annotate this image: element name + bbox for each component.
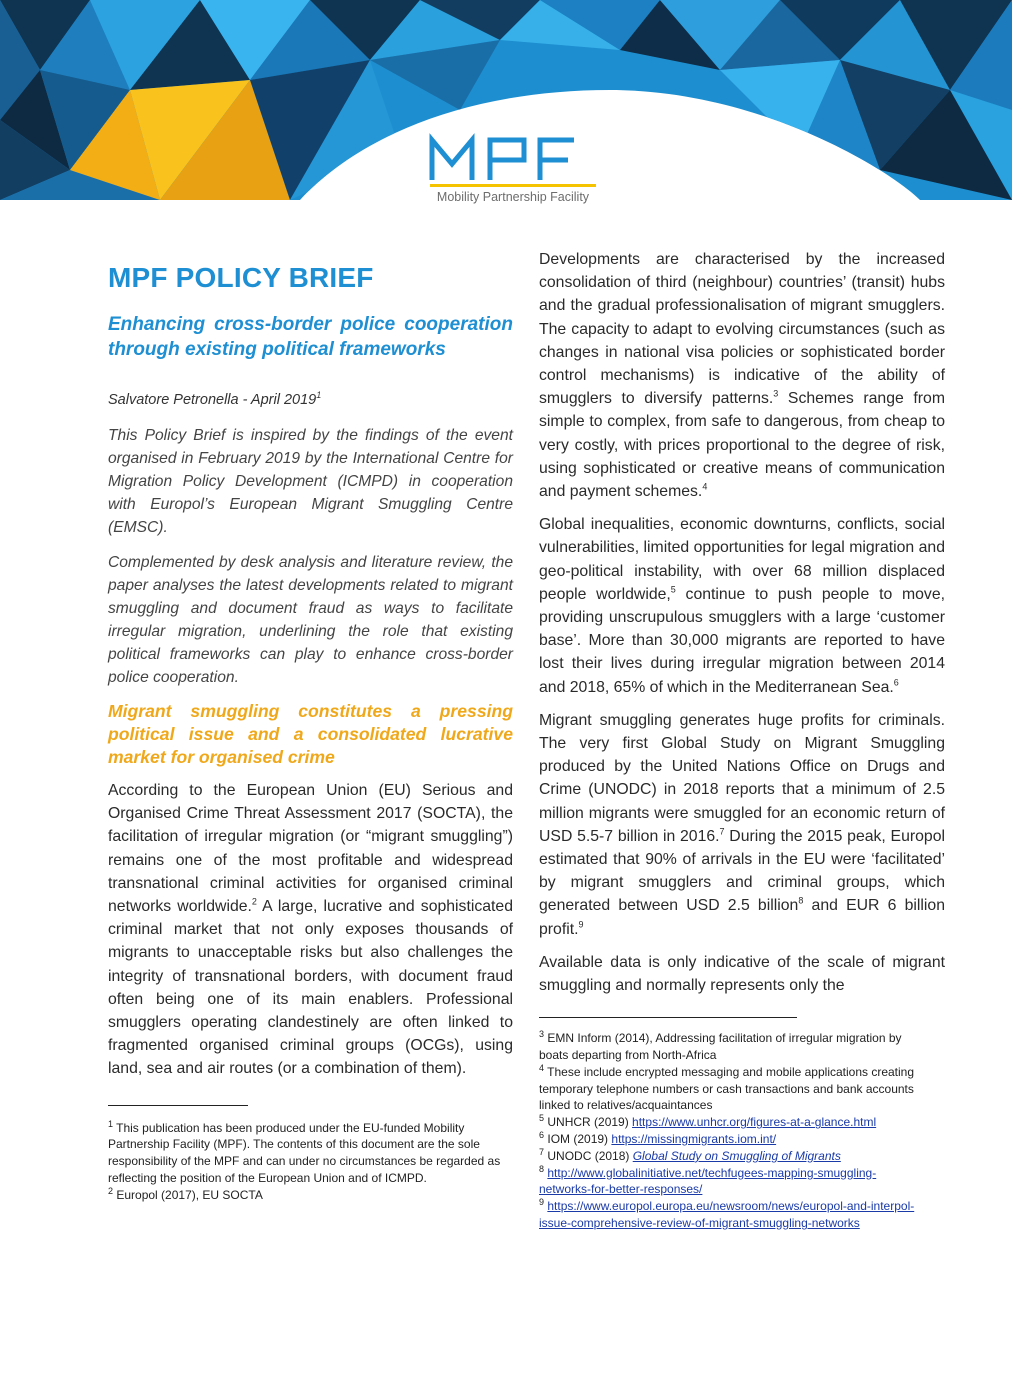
footnote-number: 6 xyxy=(539,1130,545,1141)
footnote xyxy=(539,1165,924,1199)
footnote xyxy=(539,1030,924,1064)
body-text: According to the European Union (EU) Serious and Organised Crime Threat Assessment 2017 (SOCTA), the facilitation of irregular migration (or “migrant smuggling”) remains one of the most profitable and widespread transnational criminal activities for organised criminal networks worldwide. xyxy=(108,782,513,916)
footnote-link[interactable]: https://www.unhcr.org/figures-at-a-glance.html xyxy=(632,1115,877,1130)
footnote-ref[interactable]: 4 xyxy=(702,481,708,492)
body-text: A large, lucrative and sophisticated criminal market that not only exposes thousands of migrants to unacceptable risks but also challenges the integrity of transnational borders, with document fraud often being one of its main enablers. Professional smugglers operating clandestinely are often linked to fragmented organised criminal groups (OCGs), using land, sea and air routes (or a combination of them). xyxy=(108,898,513,1078)
footnote-number: 8 xyxy=(539,1163,545,1174)
footnote-text: UNHCR (2019) xyxy=(547,1115,633,1130)
footnote xyxy=(539,1131,924,1148)
footnote-text: These include encrypted messaging and mobile applications creating temporary telephone numbers or cash transactions and bank accounts linked to relatives/acquaintances xyxy=(539,1064,915,1113)
footnote-text: UNODC (2018) xyxy=(547,1148,633,1163)
footnote-number: 4 xyxy=(539,1062,545,1073)
right-column xyxy=(539,248,945,1232)
footnote-link[interactable]: https://www.europol.europa.eu/newsroom/news/europol-and-interpol-issue-comprehensive-review-of-migrant-smuggling-networks xyxy=(539,1199,915,1231)
footnotes xyxy=(108,1120,513,1204)
footnote-link[interactable]: https://missingmigrants.iom.int/ xyxy=(611,1132,777,1147)
footnote-ref[interactable]: 3 xyxy=(773,388,779,399)
footnote xyxy=(539,1064,924,1114)
footnotes xyxy=(539,1030,924,1232)
footnote-divider xyxy=(108,1105,248,1106)
footnote-divider xyxy=(539,1017,797,1018)
intro-paragraph: This Policy Brief is inspired by the findings of the event organised in February 2019 by the International Centre for Migration Policy Development (ICMPD) in cooperation with Europol’s European Migrant Smuggling Centre (EMSC). xyxy=(108,427,513,536)
footnote-text: This publication has been produced under the EU-funded Mobility Partnership Facility (MPF). The contents of this document are the sole responsibility of the MPF and can under no circumstances be regarded as reflecting the position of the European Union and of ICMPD. xyxy=(108,1120,501,1186)
footnote-ref[interactable]: 6 xyxy=(893,677,899,688)
footnote-link[interactable]: Global Study on Smuggling of Migrants xyxy=(632,1148,841,1163)
body-paragraph: Available data is only indicative of the scale of migrant smuggling and normally represents only the xyxy=(539,953,945,995)
footnote-ref[interactable]: 8 xyxy=(798,896,804,907)
author-line xyxy=(108,392,513,408)
footnote-number: 9 xyxy=(539,1197,545,1208)
footnote-text: Europol (2017), EU SOCTA xyxy=(116,1187,263,1202)
body-paragraph xyxy=(539,709,945,941)
footnote xyxy=(108,1187,513,1204)
body-text: Migrant smuggling generates huge profits for criminals. The very first Global Study on Migrant Smuggling produced by the United Nations Office on Drugs and Crime (UNODC) in 2018 reports that a minimum of 2.5 million migrants were smuggled for an economic return of USD 5.5-7 billion in 2016. xyxy=(539,711,945,845)
footnote-ref[interactable]: 9 xyxy=(578,919,584,930)
left-column xyxy=(108,262,513,1204)
footnote xyxy=(539,1148,924,1165)
body-text: Developments are characterised by the increased consolidation of third (neighbour) countries’ (transit) hubs and the gradual professionalisation of migrant smugglers. The capacity to adapt to evolving circumstances (such as changes in national visa policies or sophisticated border control mechanisms) is indicative of the ability of smugglers to diversify patterns. xyxy=(539,251,945,408)
footnote-number: 3 xyxy=(539,1029,545,1040)
footnote xyxy=(108,1120,513,1187)
body-text: continue to push people to move, providing unscrupulous smugglers with a large ‘customer base’. More than 30,000 migrants are reported to have lost their lives during irregular migration between 2014 and 2018, 65% of which in the Mediterranean Sea. xyxy=(539,585,945,696)
footnote-link[interactable]: http://www.globalinitiative.net/techfugees-mapping-smuggling-networks-for-better-responses/ xyxy=(539,1165,877,1197)
footnote-number: 1 xyxy=(108,1118,114,1129)
body-paragraph xyxy=(539,248,945,503)
footnote-number: 2 xyxy=(108,1185,114,1196)
intro-paragraph: Complemented by desk analysis and literature review, the paper analyses the latest developments related to migrant smuggling and document fraud as ways to facilitate irregular migration, underlining the role that existing political frameworks can play to enhance cross-border police cooperation. xyxy=(108,554,513,686)
logo-subtitle: Mobility Partnership Facility xyxy=(436,190,590,204)
footnote-text: EMN Inform (2014), Addressing facilitation of irregular migration by boats departing from North-Africa xyxy=(539,1031,902,1063)
body-text: During the 2015 peak, Europol estimated that 90% of arrivals in the EU were ‘facilitated’ by migrant smugglers and criminal groups, which generated between USD 2.5 billion xyxy=(539,827,945,915)
footnote-ref[interactable]: 1 xyxy=(316,390,322,401)
body-text: Global inequalities, economic downturns, conflicts, social vulnerabilities, limited opportunities for legal migration and geo-political instability, with over 68 million displaced people worldwide, xyxy=(539,516,945,603)
footnote-ref[interactable]: 7 xyxy=(719,826,725,837)
body-text: and EUR 6 billion profit. xyxy=(539,897,945,938)
body-paragraph xyxy=(539,513,945,699)
footnote-ref[interactable]: 2 xyxy=(251,896,257,907)
footnote xyxy=(539,1198,924,1232)
author-text: Salvatore Petronella - April 2019 xyxy=(108,392,317,408)
footnote-text: IOM (2019) xyxy=(547,1132,612,1147)
body-paragraph xyxy=(108,779,513,1081)
subtitle: Enhancing cross-border police cooperation through existing political frameworks xyxy=(108,314,513,360)
footnote xyxy=(539,1114,924,1131)
body-text: Schemes range from simple to complex, from safe to dangerous, from cheap to very costly, with prices proportional to the degree of risk, using sophisticated or creative means of communication and payment schemes. xyxy=(539,390,945,501)
page-title: MPF POLICY BRIEF xyxy=(108,262,374,293)
footnote-number: 5 xyxy=(539,1113,545,1124)
footnote-number: 7 xyxy=(539,1146,545,1157)
footnote-ref[interactable]: 5 xyxy=(670,584,676,595)
section-heading: Migrant smuggling constitutes a pressing political issue and a consolidated lucrative market for organised crime xyxy=(108,701,513,767)
